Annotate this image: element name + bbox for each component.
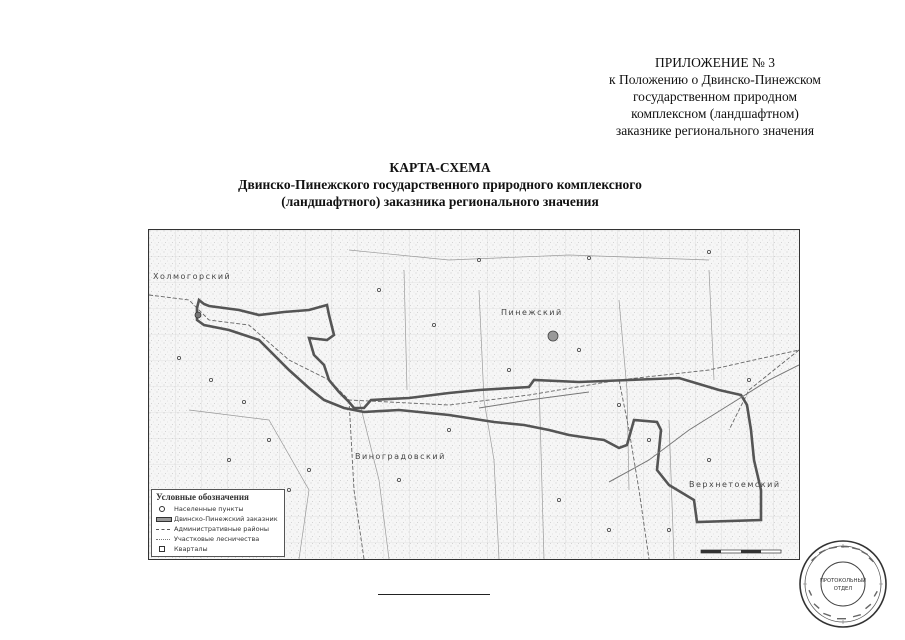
- appendix-line: государственном природном: [632, 89, 798, 104]
- appendix-header: [565, 54, 865, 139]
- quarter-symbol-icon: [156, 545, 170, 553]
- legend-item: [156, 504, 280, 514]
- legend-label: Населенные пункты: [174, 505, 244, 513]
- document-title: [180, 159, 700, 210]
- appendix-line: к Положению о Двинско-Пинежском: [609, 72, 821, 87]
- district-label-pinezhsky: Пинежский: [501, 308, 563, 317]
- appendix-line: заказнике регионального значения: [615, 123, 815, 138]
- title-line: Двинско-Пинежского государственного природного комплексного: [238, 177, 642, 192]
- appendix-line: комплексном (ландшафтном): [631, 106, 799, 121]
- scale-bar: [701, 550, 781, 553]
- district-boundary-symbol-icon: [156, 525, 170, 533]
- settlement-symbol-icon: [156, 505, 170, 513]
- settlement-kholmogory: [195, 312, 201, 318]
- reserve-boundary-symbol-icon: [156, 515, 170, 523]
- legend-title: Условные обозначения: [156, 492, 249, 502]
- legend-label: Участковые лесничества: [174, 535, 260, 543]
- settlement-pinega: [548, 331, 558, 341]
- stamp-text: ПРОТОКОЛЬНЫЙ: [820, 578, 866, 584]
- map-scheme: [148, 229, 800, 560]
- title-main: КАРТА-СХЕМА: [389, 160, 491, 175]
- appendix-line: ПРИЛОЖЕНИЕ № 3: [654, 55, 776, 70]
- legend-label: Административные районы: [174, 525, 269, 533]
- legend-label: Двинско-Пинежский заказник: [174, 515, 278, 523]
- signature-line: [378, 594, 490, 595]
- legend-item: [156, 534, 280, 544]
- district-label-verkhnetoemsky: Верхнетоемский: [689, 480, 781, 489]
- legend-item: [156, 524, 280, 534]
- legend-item: [156, 514, 280, 524]
- legend-item: [156, 544, 280, 554]
- district-label-kholmogorsky: Холмогорский: [153, 272, 232, 281]
- legend-label: Кварталы: [174, 545, 208, 553]
- map-legend: [151, 489, 285, 557]
- district-label-vinogradovsky: Виноградовский: [355, 452, 446, 461]
- title-line: (ландшафтного) заказника регионального значения: [281, 194, 599, 209]
- official-stamp: [797, 538, 889, 630]
- forestry-boundary-symbol-icon: [156, 535, 170, 543]
- stamp-text: ОТДЕЛ: [833, 586, 853, 592]
